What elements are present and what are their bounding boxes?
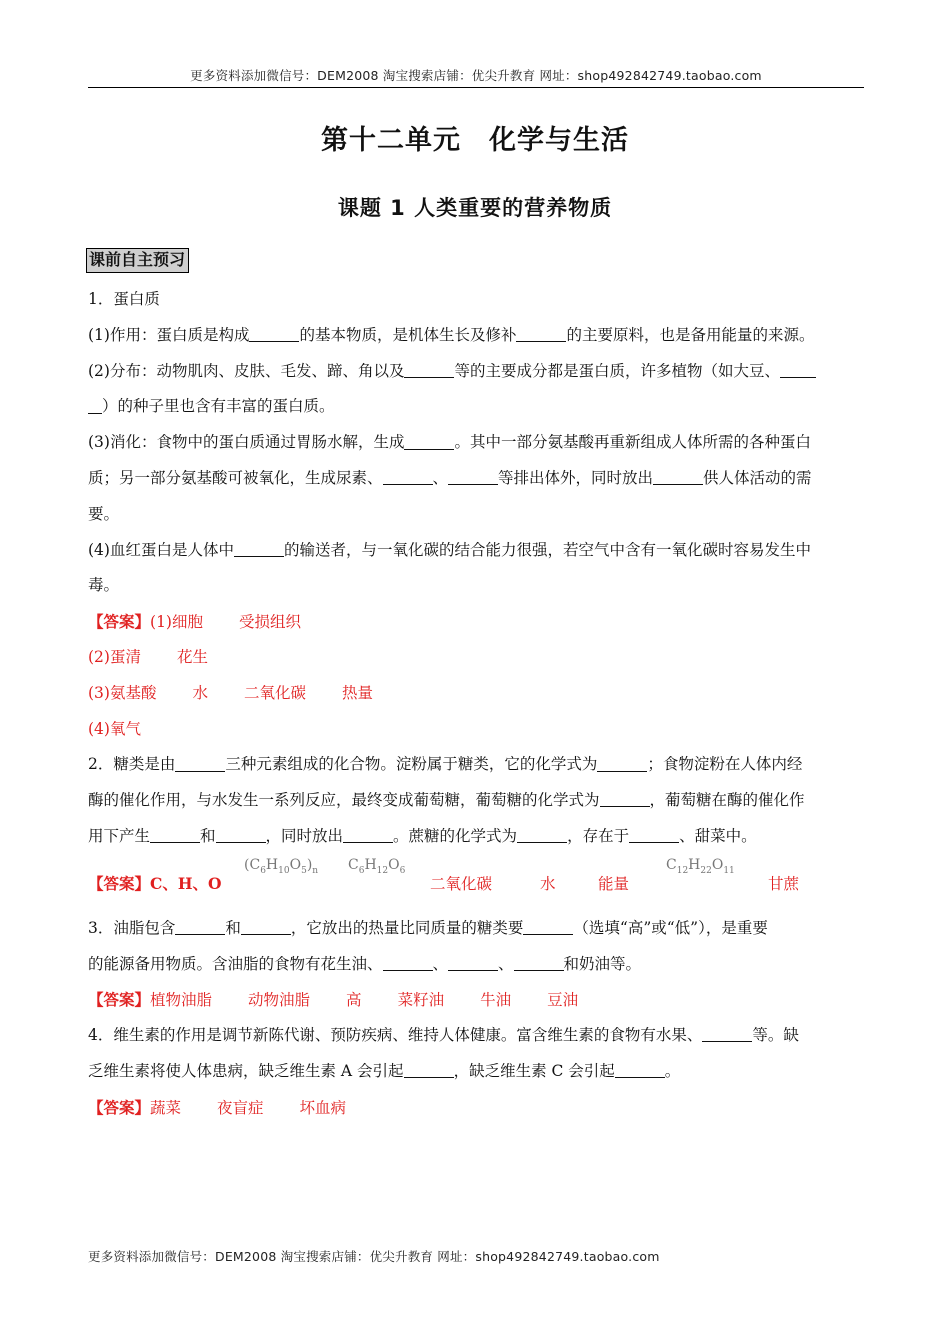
answer-blank[interactable]	[523, 918, 573, 935]
q1-line: (4)血红蛋白是人体中 的输送者，与一氧化碳的结合能力很强，若空气中含有一氧化碳时容易发生中	[88, 540, 811, 559]
answer-blank[interactable]	[448, 468, 498, 485]
q2-line: 酶的催化作用，与水发生一系列反应，最终变成葡萄糖，葡萄糖的化学式为 ，葡萄糖在酶的催化作	[88, 791, 805, 810]
q4-answer: 【答案】蔬菜 夜盲症 坏血病	[88, 1097, 347, 1117]
sucrose-formula: $C_{12}H_{22}O_{11}$	[666, 856, 735, 876]
answer-blank[interactable]	[702, 1025, 752, 1042]
q1-line: 质；另一部分氨基酸可被氧化，生成尿素、 、 等排出体外，同时放出 供人体活动的需	[88, 468, 812, 487]
q1-line: (2)分布：动物肌肉、皮肤、毛发、蹄、角以及 等的主要成分都是蛋白质，许多植物（如大豆、	[88, 354, 862, 390]
page-header: 更多资料添加微信号：DEM2008 淘宝搜索店铺：优尖升教育 网址：shop492842749.taobao.com	[190, 68, 762, 83]
answer-blank[interactable]	[249, 325, 299, 342]
q1-line: (1)作用：蛋白质是构成 的基本物质，是机体生长及修补 的主要原料，也是备用能量的来源。	[88, 325, 815, 344]
q1-line: 要。	[88, 504, 120, 523]
lesson-title: 课题 1 人类重要的营养物质	[337, 196, 613, 220]
q3-answer: 【答案】植物油脂 动物油脂 高 菜籽油 牛油 豆油	[88, 990, 579, 1010]
content	[88, 282, 862, 1126]
q1-line: (3)消化：食物中的蛋白质通过胃肠水解，生成 。其中一部分氨基酸再重新组成人体所需的各种蛋白	[88, 433, 811, 452]
section-label: 课前自主预习	[86, 248, 189, 273]
answer-blank[interactable]	[150, 826, 200, 843]
header-rule	[88, 87, 864, 88]
answer-blank[interactable]	[343, 826, 393, 843]
answer-blank[interactable]	[517, 826, 567, 843]
q1-line: 毒。	[88, 576, 120, 595]
q1-answer: 【答案】(1)细胞 受损组织	[88, 612, 301, 632]
answer-blank[interactable]	[780, 361, 816, 378]
answer-blank[interactable]	[516, 325, 566, 342]
q4-line: 乏维生素将使人体患病，缺乏维生素 A 会引起 ，缺乏维生素 C 会引起 。	[88, 1061, 681, 1080]
glucose-formula: $C_6H_{12}O_6$	[348, 856, 406, 876]
q1-heading: 1．蛋白质	[88, 290, 160, 308]
page-footer: 更多资料添加微信号：DEM2008 淘宝搜索店铺：优尖升教育 网址：shop492842749.taobao.com	[88, 1249, 660, 1264]
q2-line: 2．糖类是由 三种元素组成的化合物。淀粉属于糖类，它的化学式为 ；食物淀粉在人体内经	[88, 755, 803, 774]
answer-blank[interactable]	[404, 361, 454, 378]
answer-blank[interactable]	[234, 540, 284, 557]
q2-line: 用下产生 和 ，同时放出 。蔗糖的化学式为 ，存在于 、甜菜中。	[88, 826, 757, 845]
starch-formula: $(C_6H_{10}O_5)_n$	[244, 856, 319, 876]
q3-line: 的能源备用物质。含油脂的食物有花生油、 、 、 和奶油等。	[88, 954, 642, 973]
answer-blank[interactable]	[216, 826, 266, 843]
answer-blank[interactable]	[629, 826, 679, 843]
q1-answer: (3)氨基酸 水 二氧化碳 热量	[88, 683, 374, 702]
q2-answer: 【答案】C、H、O $(C_6H_{10}O_5)_n$ $C_6H_{12}O_6$ 二氧化碳 水 能量 $C_{12}H_{22}O_{11}$ 甘蔗	[88, 856, 800, 893]
q1-answer: (2)蛋清 花生	[88, 647, 208, 666]
answer-blank[interactable]	[597, 754, 647, 771]
answer-blank[interactable]	[448, 954, 498, 971]
answer-blank[interactable]	[600, 790, 650, 807]
answer-blank[interactable]	[404, 1061, 454, 1078]
q1-line: ）的种子里也含有丰富的蛋白质。	[88, 389, 862, 425]
answer-blank[interactable]	[383, 954, 433, 971]
q3-line: 3．油脂包含 和 ，它放出的热量比同质量的糖类要 （选填“高”或“低”），是重要	[88, 918, 768, 937]
unit-title: 第十二单元 化学与生活	[321, 125, 629, 156]
answer-blank[interactable]	[615, 1061, 665, 1078]
q4-line: 4．维生素的作用是调节新陈代谢、预防疾病、维持人体健康。富含维生素的食物有水果、 等。缺	[88, 1026, 799, 1045]
answer-blank[interactable]	[514, 954, 564, 971]
answer-blank[interactable]	[383, 468, 433, 485]
answer-blank[interactable]	[88, 396, 102, 413]
q1-answer: (4)氧气	[88, 719, 141, 738]
answer-blank[interactable]	[404, 432, 454, 449]
answer-blank[interactable]	[175, 754, 225, 771]
answer-blank[interactable]	[653, 468, 703, 485]
answer-blank[interactable]	[241, 918, 291, 935]
answer-blank[interactable]	[175, 918, 225, 935]
